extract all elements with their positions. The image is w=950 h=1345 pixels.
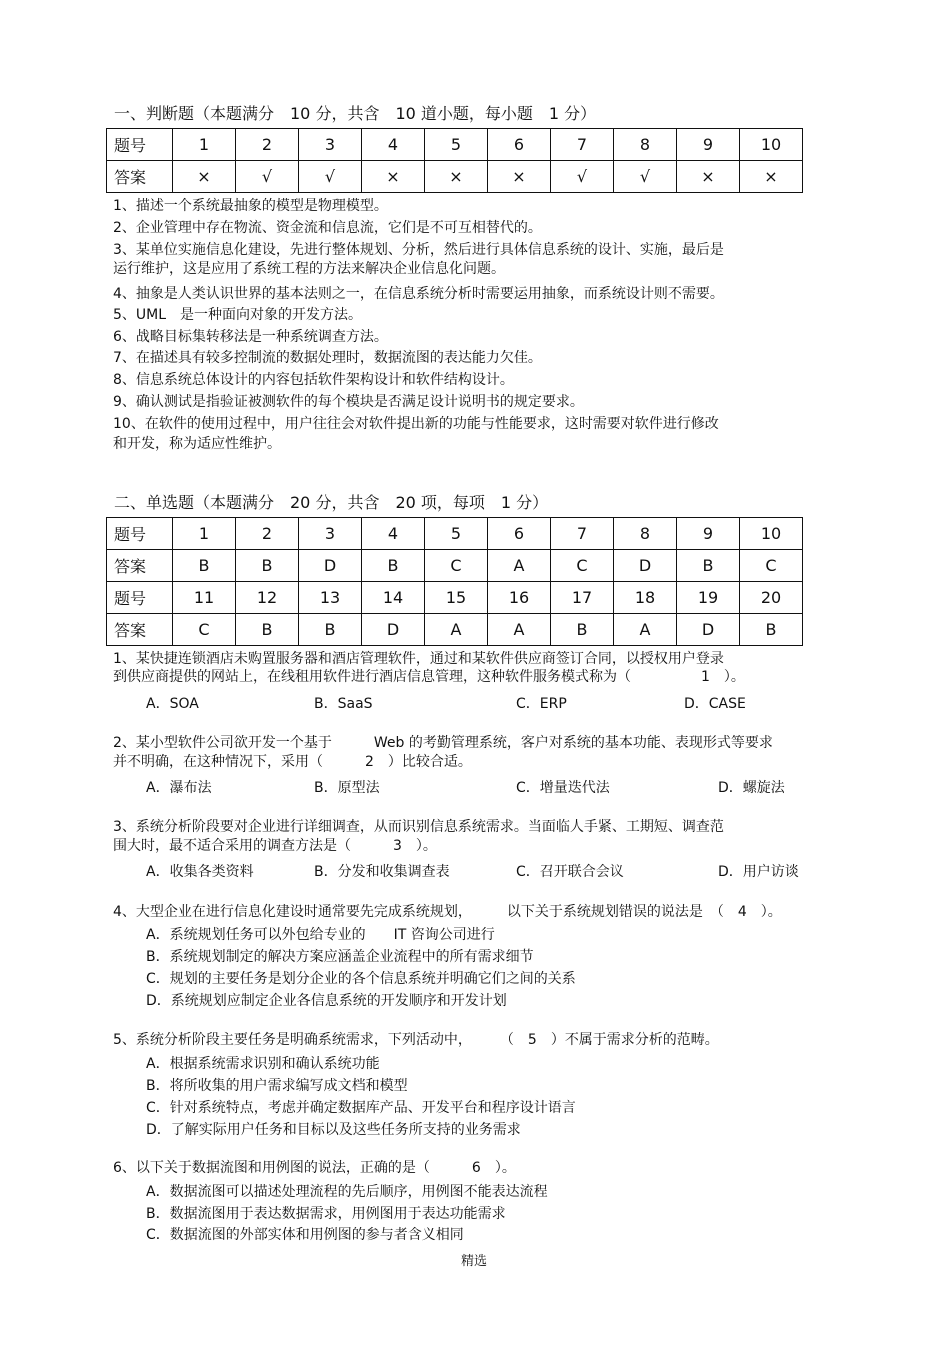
judgment-question: 6、战略目标集转移法是一种系统调查方法。 — [113, 329, 388, 345]
table-cell: A — [488, 550, 551, 582]
table-cell: D — [362, 614, 425, 646]
table-row — [107, 582, 803, 614]
option: C．增量迭代法 — [516, 780, 610, 796]
table-cell: 15 — [425, 582, 488, 614]
page-footer: 精选 — [461, 1254, 488, 1269]
judgment-question: 4、抽象是人类认识世界的基本法则之一，在信息系统分析时需要运用抽象，而系统设计则不需要。 — [113, 286, 724, 302]
section2-title: 二、单选题（本题满分 20 分，共含 20 项，每项 1 分） — [114, 493, 549, 512]
table-cell: 12 — [236, 582, 299, 614]
table-cell: × — [740, 161, 803, 193]
option: A．数据流图可以描述处理流程的先后顺序，用例图不能表达流程 — [146, 1184, 548, 1200]
table-cell: 1 — [173, 129, 236, 161]
table-cell: 18 — [614, 582, 677, 614]
question-5-text: 5、系统分析阶段主要任务是明确系统需求，下列活动中， （ 5 ）不属于需求分析的范畴。 — [113, 1032, 719, 1048]
judgment-question: 7、在描述具有较多控制流的数据处理时，数据流图的表达能力欠佳。 — [113, 350, 542, 366]
table-cell: 13 — [299, 582, 362, 614]
table-cell: × — [173, 161, 236, 193]
table-cell: B — [740, 614, 803, 646]
option: D．用户访谈 — [718, 864, 799, 880]
table-cell: D — [677, 614, 740, 646]
table-cell: 7 — [551, 518, 614, 550]
table-cell: 14 — [362, 582, 425, 614]
question-3-text: 围大时，最不适合采用的调查方法是（ 3 ）。 — [113, 838, 437, 854]
table-row — [107, 518, 803, 550]
option: C．ERP — [516, 696, 567, 712]
option: D．系统规划应制定企业各信息系统的开发顺序和开发计划 — [146, 993, 507, 1009]
table-cell: 9 — [677, 129, 740, 161]
question-4-text: 4、大型企业在进行信息化建设时通常要先完成系统规划， 以下关于系统规划错误的说法是 （ 4 ）。 — [113, 904, 782, 920]
table-row — [107, 129, 803, 161]
judgment-answer-table — [106, 128, 803, 193]
table-cell: 1 — [173, 518, 236, 550]
judgment-question: 运行维护，这是应用了系统工程的方法来解决企业信息化问题。 — [113, 261, 505, 277]
table-cell: A — [425, 614, 488, 646]
table-cell: 3 — [299, 518, 362, 550]
option: B．分发和收集调查表 — [314, 864, 450, 880]
question-6-text: 6、以下关于数据流图和用例图的说法，正确的是（ 6 ）。 — [113, 1160, 516, 1176]
table-cell: 9 — [677, 518, 740, 550]
table-cell: 6 — [488, 129, 551, 161]
table-cell: D — [299, 550, 362, 582]
table-cell: B — [236, 550, 299, 582]
option: B．系统规划制定的解决方案应涵盖企业流程中的所有需求细节 — [146, 949, 534, 965]
table-cell: √ — [236, 161, 299, 193]
table-cell: D — [614, 550, 677, 582]
table-cell: 5 — [425, 129, 488, 161]
row-label-number: 题号 — [107, 518, 173, 550]
judgment-question: 2、企业管理中存在物流、资金流和信息流，它们是不可互相替代的。 — [113, 220, 542, 236]
row-label-number: 题号 — [107, 582, 173, 614]
row-label-answer: 答案 — [107, 614, 173, 646]
table-cell: √ — [551, 161, 614, 193]
table-cell: A — [614, 614, 677, 646]
row-label-number: 题号 — [107, 129, 173, 161]
option: D．CASE — [684, 696, 746, 712]
table-cell: 19 — [677, 582, 740, 614]
table-cell: √ — [614, 161, 677, 193]
judgment-question: 8、信息系统总体设计的内容包括软件架构设计和软件结构设计。 — [113, 372, 514, 388]
option: A．收集各类资料 — [146, 864, 254, 880]
table-cell: 16 — [488, 582, 551, 614]
table-cell: B — [677, 550, 740, 582]
table-cell: 8 — [614, 129, 677, 161]
option: C．数据流图的外部实体和用例图的参与者含义相同 — [146, 1227, 464, 1243]
judgment-question: 9、确认测试是指验证被测软件的每个模块是否满足设计说明书的规定要求。 — [113, 394, 584, 410]
question-2-text: 2、某小型软件公司欲开发一个基于 Web 的考勤管理系统，客户对系统的基本功能、表现形式等要求 — [113, 735, 773, 751]
table-cell: √ — [299, 161, 362, 193]
question-3-text: 3、系统分析阶段要对企业进行详细调查，从而识别信息系统需求。当面临人手紧、工期短、调查范 — [113, 819, 724, 835]
single-choice-answer-table — [106, 517, 803, 646]
option: C．召开联合会议 — [516, 864, 624, 880]
row-label-answer: 答案 — [107, 161, 173, 193]
table-cell: 2 — [236, 129, 299, 161]
table-row — [107, 614, 803, 646]
judgment-question: 5、UML 是一种面向对象的开发方法。 — [113, 307, 363, 323]
table-cell: B — [362, 550, 425, 582]
table-cell: C — [425, 550, 488, 582]
table-cell: 6 — [488, 518, 551, 550]
table-cell: B — [551, 614, 614, 646]
question-1-text: 1、某快捷连锁酒店未购置服务器和酒店管理软件，通过和某软件供应商签订合同，以授权用户登录 — [113, 651, 724, 667]
table-cell: × — [677, 161, 740, 193]
question-1-text: 到供应商提供的网站上，在线租用软件进行酒店信息管理，这种软件服务模式称为（ 1 ）。 — [113, 669, 745, 685]
judgment-question: 和开发，称为适应性维护。 — [113, 436, 281, 452]
table-cell: 10 — [740, 518, 803, 550]
table-cell: 4 — [362, 518, 425, 550]
question-2-text: 并不明确，在这种情况下，采用（ 2 ）比较合适。 — [113, 754, 472, 770]
option: B．数据流图用于表达数据需求，用例图用于表达功能需求 — [146, 1206, 506, 1222]
table-cell: 8 — [614, 518, 677, 550]
table-cell: 20 — [740, 582, 803, 614]
table-cell: × — [362, 161, 425, 193]
table-cell: C — [740, 550, 803, 582]
section1-title: 一、判断题（本题满分 10 分，共含 10 道小题，每小题 1 分） — [114, 104, 597, 123]
table-cell: × — [488, 161, 551, 193]
table-cell: 17 — [551, 582, 614, 614]
judgment-question: 3、某单位实施信息化建设，先进行整体规划、分析，然后进行具体信息系统的设计、实施，最后是 — [113, 242, 724, 258]
table-cell: A — [488, 614, 551, 646]
table-cell: 11 — [173, 582, 236, 614]
table-cell: 7 — [551, 129, 614, 161]
option: A．系统规划任务可以外包给专业的 IT 咨询公司进行 — [146, 927, 495, 943]
table-row — [107, 161, 803, 193]
table-cell: × — [425, 161, 488, 193]
table-cell: 2 — [236, 518, 299, 550]
option: B．SaaS — [314, 696, 373, 712]
table-cell: B — [173, 550, 236, 582]
judgment-question: 10、在软件的使用过程中，用户往往会对软件提出新的功能与性能要求，这时需要对软件进行修改 — [113, 416, 719, 432]
row-label-answer: 答案 — [107, 550, 173, 582]
option: C．针对系统特点，考虑并确定数据库产品、开发平台和程序设计语言 — [146, 1100, 576, 1116]
table-cell: 10 — [740, 129, 803, 161]
table-cell: 4 — [362, 129, 425, 161]
option: B．原型法 — [314, 780, 380, 796]
table-cell: C — [551, 550, 614, 582]
judgment-question: 1、描述一个系统最抽象的模型是物理模型。 — [113, 198, 388, 214]
option: A．根据系统需求识别和确认系统功能 — [146, 1056, 380, 1072]
table-cell: B — [299, 614, 362, 646]
option: D．螺旋法 — [718, 780, 785, 796]
table-row — [107, 550, 803, 582]
table-cell: B — [236, 614, 299, 646]
table-cell: 3 — [299, 129, 362, 161]
option: D．了解实际用户任务和目标以及这些任务所支持的业务需求 — [146, 1122, 521, 1138]
table-cell: C — [173, 614, 236, 646]
option: A．SOA — [146, 696, 199, 712]
option: A．瀑布法 — [146, 780, 212, 796]
option: B．将所收集的用户需求编写成文档和模型 — [146, 1078, 408, 1094]
table-cell: 5 — [425, 518, 488, 550]
option: C．规划的主要任务是划分企业的各个信息系统并明确它们之间的关系 — [146, 971, 576, 987]
